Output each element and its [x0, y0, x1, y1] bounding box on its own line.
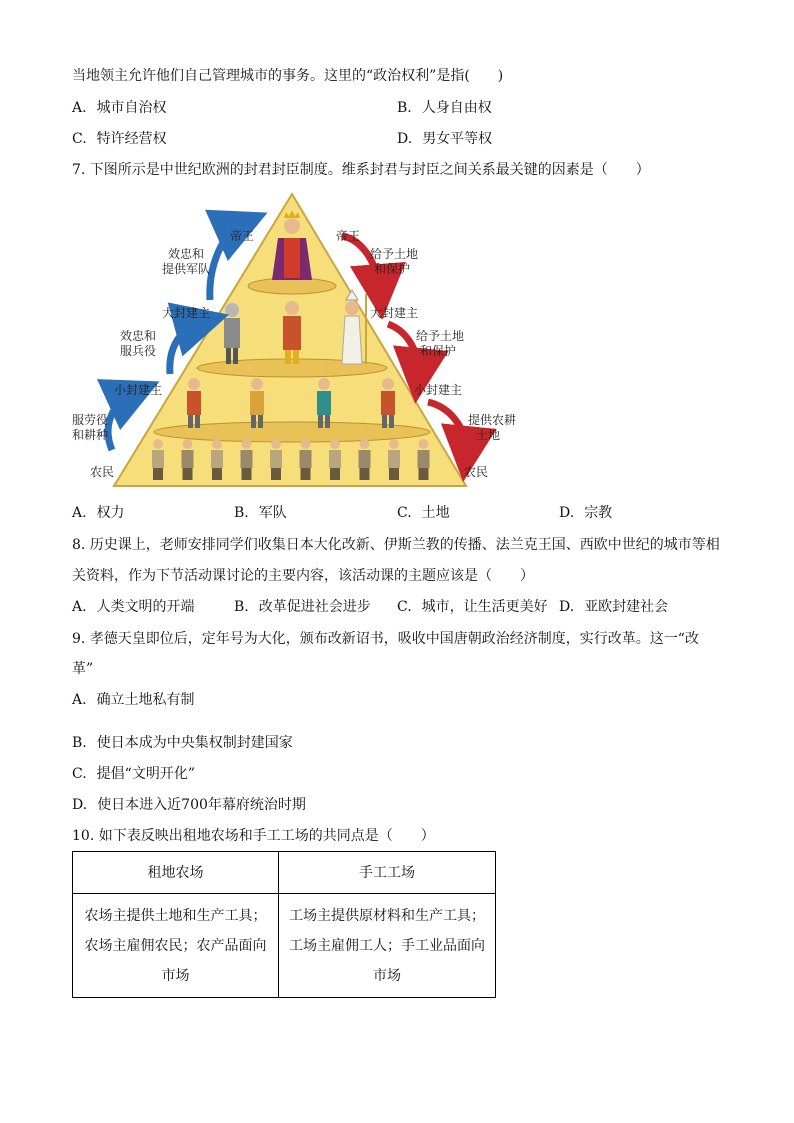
q6-option-b-key: B. [397, 100, 412, 116]
q8-option-d-key: D. [559, 599, 575, 615]
q6-option-a-text: 城市自治权 [96, 100, 167, 116]
q9-option-c[interactable] [72, 764, 195, 784]
q6-stem: 当地领主允许他们自己管理城市的事务。这里的“政治权利”是指( ) [72, 68, 504, 84]
down-caption-2-line1: 给予土地 [416, 329, 465, 343]
q9-option-b-text: 使日本成为中央集权制封建国家 [96, 735, 293, 751]
q6-option-d[interactable] [397, 129, 492, 149]
table-cell-rented-farm [73, 894, 279, 998]
q9-option-d[interactable] [72, 795, 306, 815]
table-header-rented-farm: 租地农场 [73, 852, 279, 894]
left-label-king: 帝王 [230, 229, 255, 243]
cell-line: 农场主雇佣农民；农产品面向 [84, 937, 267, 954]
q8-option-b[interactable] [234, 597, 371, 617]
q6-option-b-text: 人身自由权 [421, 100, 492, 116]
q7-stem: 7. 下图所示是中世纪欧洲的封君封臣制度。维系封君与封臣之间关系最关键的因素是（ ） [72, 162, 650, 178]
down-caption-1-line2: 和保护 [374, 262, 411, 276]
right-label-king: 帝王 [336, 229, 361, 243]
q8-option-a-key: A. [72, 599, 87, 615]
q9-option-d-text: 使日本进入近700年幕府统治时期 [97, 797, 306, 813]
q6-option-d-text: 男女平等权 [422, 131, 493, 147]
table-header-row [73, 852, 496, 894]
q8-option-c[interactable] [397, 597, 548, 617]
table-cell-workshop [279, 894, 496, 998]
up-caption-3-line1: 服劳役 [72, 413, 109, 427]
q7-option-d-text: 宗教 [584, 505, 613, 521]
peasant-figure [152, 439, 164, 480]
king-pedestal [248, 278, 336, 294]
down-caption-3-line2: 土地 [476, 428, 501, 442]
up-caption-2-line1: 效忠和 [120, 329, 157, 343]
peasant-figure [418, 439, 430, 480]
q9-option-c-key: C. [72, 766, 87, 782]
q6-option-d-key: D. [397, 131, 413, 147]
down-caption-3-line1: 提供农耕 [468, 413, 517, 427]
q9-stem-line2: 革” [72, 661, 94, 677]
q7-option-d[interactable] [559, 503, 612, 523]
comparison-table [72, 851, 496, 998]
left-label-peasant: 农民 [90, 465, 115, 479]
left-label-knight: 小封建主 [114, 383, 163, 397]
q6-option-c-key: C. [72, 131, 87, 147]
q8-stem-line2: 关资料，作为下节活动课讨论的主要内容，该活动课的主题应该是（ ） [72, 568, 534, 584]
q9-option-b-key: B. [72, 735, 87, 751]
peasant-figure [182, 439, 194, 480]
peasant-figure [241, 439, 253, 480]
right-label-peasant: 农民 [464, 465, 489, 479]
q6-option-c[interactable] [72, 129, 167, 149]
q7-option-d-key: D. [559, 505, 575, 521]
q7-option-c-key: C. [397, 505, 412, 521]
q7-option-b-key: B. [234, 505, 249, 521]
left-label-great-lord: 大封建主 [162, 306, 211, 320]
q8-option-a-text: 人类文明的开端 [96, 599, 195, 615]
peasant-figure [270, 439, 282, 480]
q7-option-b-text: 军队 [258, 505, 287, 521]
table-row [73, 894, 496, 998]
down-caption-2-line2: 和保护 [420, 344, 457, 358]
q7-option-a[interactable] [72, 503, 125, 523]
q6-option-b[interactable] [397, 98, 492, 118]
up-arrow-peasant-to-knight [108, 393, 134, 450]
q9-option-b[interactable] [72, 733, 293, 753]
q7-option-c-text: 土地 [421, 505, 450, 521]
q10-stem: 10. 如下表反映出租地农场和手工工场的共同点是（ ） [72, 828, 435, 844]
q9-option-a-key: A. [72, 692, 87, 708]
cell-line: 市场 [161, 967, 190, 984]
peasant-figure [329, 439, 341, 480]
q7-option-c[interactable] [397, 503, 450, 523]
q8-option-d[interactable] [559, 597, 668, 617]
q6-option-c-text: 特许经营权 [96, 131, 167, 147]
up-caption-1-line1: 效忠和 [168, 247, 205, 261]
up-caption-3-line2: 和耕种 [72, 428, 109, 442]
q8-option-c-text: 城市，让生活更美好 [421, 599, 548, 615]
q7-option-a-text: 权力 [96, 505, 125, 521]
q9-option-a[interactable] [72, 690, 195, 710]
up-caption-2-line2: 服兵役 [120, 344, 157, 358]
peasant-figure [388, 439, 400, 480]
cell-line: 农场主提供土地和生产工具； [84, 907, 267, 924]
feudal-pyramid-diagram [72, 188, 517, 493]
q9-option-c-text: 提倡“文明开化” [96, 766, 195, 782]
cell-line: 工场主提供原材料和生产工具； [289, 907, 485, 924]
up-caption-1-line2: 提供军队 [162, 262, 211, 276]
q6-option-a-key: A. [72, 100, 87, 116]
q9-stem-line1: 9. 孝德天皇即位后，定年号为大化，颁布改新诏书，吸收中国唐朝政治经济制度，实行改革。这一“改 [72, 631, 699, 647]
q7-option-b[interactable] [234, 503, 287, 523]
cell-line: 工场主雇佣工人；手工业品面向 [289, 937, 485, 954]
q9-option-d-key: D. [72, 797, 88, 813]
q8-stem-line1: 8. 历史课上，老师安排同学们收集日本大化改新、伊斯兰教的传播、法兰克王国、西欧中世纪的城市等相 [72, 537, 720, 553]
q8-option-d-text: 亚欧封建社会 [584, 599, 669, 615]
cell-line: 市场 [373, 967, 401, 984]
q7-option-a-key: A. [72, 505, 87, 521]
peasant-figure [300, 439, 312, 480]
peasant-figure [211, 439, 223, 480]
q8-option-a[interactable] [72, 597, 195, 617]
q8-option-b-key: B. [234, 599, 249, 615]
down-caption-1-line1: 给予土地 [370, 247, 419, 261]
right-label-great-lord: 大封建主 [370, 306, 419, 320]
q8-option-b-text: 改革促进社会进步 [258, 599, 371, 615]
peasant-figure [359, 439, 371, 480]
q9-option-a-text: 确立土地私有制 [96, 692, 195, 708]
right-label-knight: 小封建主 [414, 383, 463, 397]
q6-option-a[interactable] [72, 98, 167, 118]
table-header-workshop: 手工工场 [279, 852, 496, 894]
q8-option-c-key: C. [397, 599, 412, 615]
